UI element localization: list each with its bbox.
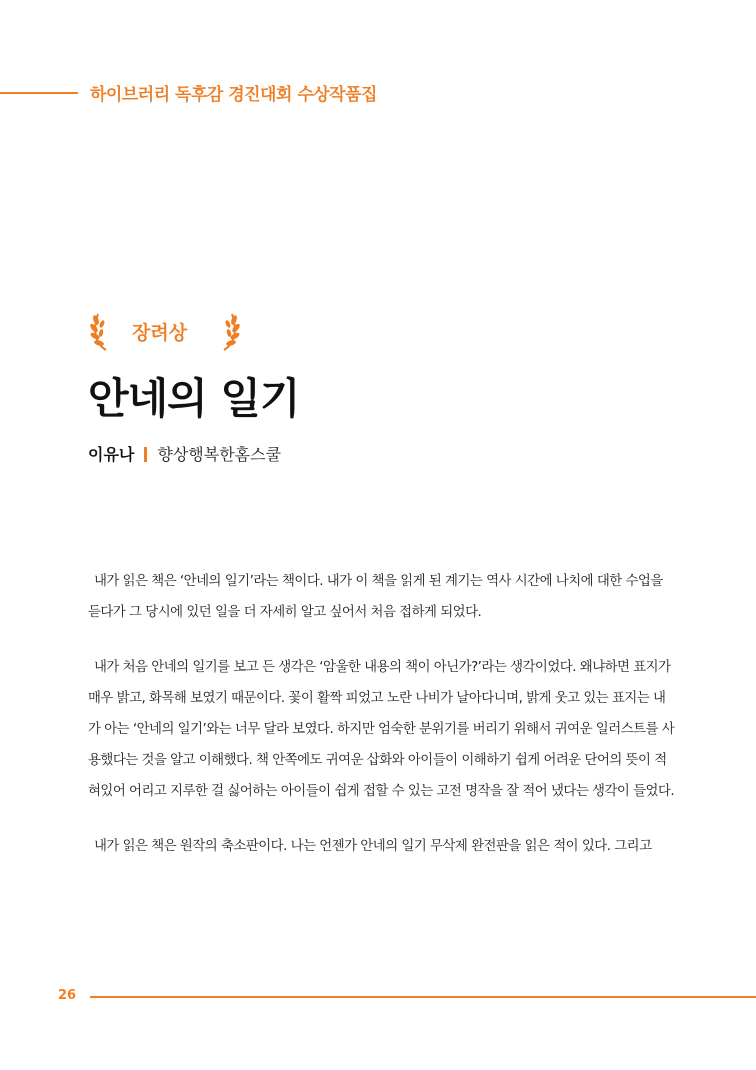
laurel-icon [88,308,114,354]
essay-paragraph: 내가 읽은 책은 원작의 축소판이다. 나는 언젠가 안네의 일기 무삭제 완전판을 읽은 적이 있다. 그리고 [94,839,652,854]
school-name: 향상행복한홈스쿨 [157,445,282,464]
award-badge [88,308,243,354]
publication-title: 하이브러리 독후감 경진대회 수상작품집 [90,85,377,105]
footer-rule [90,996,756,998]
page-number: 26 [58,988,77,1003]
award-label: 장려상 [132,322,188,344]
author-name: 이유나 [88,445,135,464]
essay-paragraph: 내가 처음 안네의 일기를 보고 든 생각은 ‘암울한 내용의 책이 아닌가?’라는 생각이었다. 왜냐하면 표지가 매우 밝고, 화목해 보였기 때문이다. 꽃이 활짝 피었고 노란 나비가 날아다니며, 밝게 웃고 있는 표지는 내가 아는 ‘안네의 일기’와는 너무 달라 보였다. 하지만 엄숙한 분위기를 버리기 위해서 귀여운 일러스트를 사용했다는 것을 알고 이해했다. 책 안쪽에도 귀여운 삽화와 아이들이 이해하기 쉽게 어려운 단어의 뜻이 적혀있어 어리고 지루한 걸 싫어하는 아이들이 쉽게 접할 수 있는 고전 명작을 잘 적어 냈다는 생각이 들었다. [88,660,675,799]
header-rule [0,92,78,94]
essay-body [88,566,676,886]
book-title: 안네의 일기 [88,374,300,423]
byline [88,442,281,465]
essay-paragraph: 내가 읽은 책은 ‘안네의 일기’라는 책이다. 내가 이 책을 읽게 된 계기는 역사 시간에 나치에 대한 수업을 듣다가 그 당시에 있던 일을 더 자세히 알고 싶어서 처음 접하게 되었다. [88,574,663,620]
laurel-icon [216,308,242,354]
byline-separator [144,447,147,462]
